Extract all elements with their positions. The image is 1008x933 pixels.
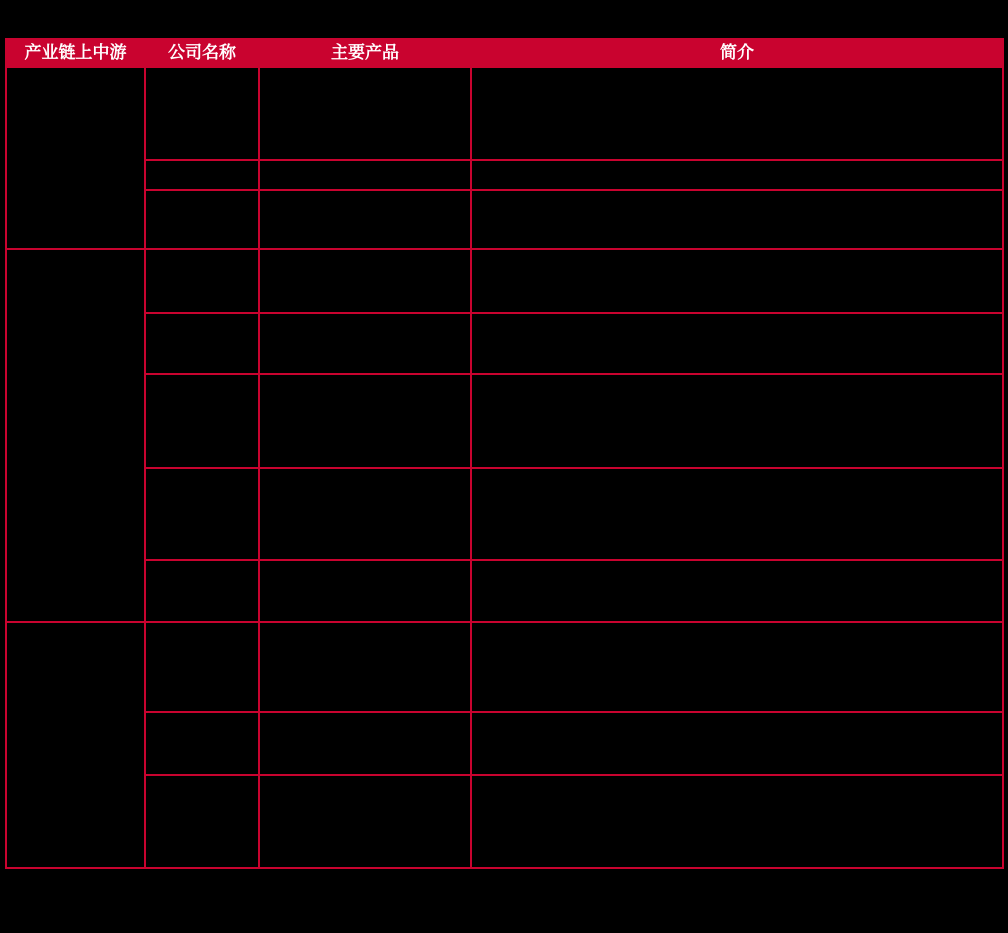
company-cell — [145, 712, 259, 775]
company-cell — [145, 190, 259, 249]
header-row — [6, 39, 1003, 67]
intro-cell — [471, 160, 1003, 190]
header-industry-chain: 产业链上中游 — [6, 39, 145, 67]
table-row — [6, 190, 1003, 249]
intro-cell — [471, 775, 1003, 868]
table-row — [6, 560, 1003, 622]
products-cell — [259, 468, 471, 560]
products-cell — [259, 249, 471, 313]
products-cell — [259, 313, 471, 374]
intro-cell — [471, 560, 1003, 622]
table-row — [6, 313, 1003, 374]
company-cell — [145, 775, 259, 868]
products-cell — [259, 160, 471, 190]
industry-chain-table — [5, 38, 1004, 869]
segment-cell — [6, 622, 145, 868]
company-cell — [145, 560, 259, 622]
header-company-name: 公司名称 — [145, 39, 259, 67]
table-row — [6, 67, 1003, 160]
intro-cell — [471, 190, 1003, 249]
intro-cell — [471, 313, 1003, 374]
intro-cell — [471, 712, 1003, 775]
intro-cell — [471, 468, 1003, 560]
products-cell — [259, 190, 471, 249]
intro-cell — [471, 249, 1003, 313]
header-main-products: 主要产品 — [259, 39, 471, 67]
products-cell — [259, 67, 471, 160]
segment-cell — [6, 249, 145, 622]
company-cell — [145, 468, 259, 560]
company-cell — [145, 160, 259, 190]
products-cell — [259, 622, 471, 712]
products-cell — [259, 712, 471, 775]
company-cell — [145, 622, 259, 712]
table-row — [6, 160, 1003, 190]
table-row — [6, 622, 1003, 712]
intro-cell — [471, 622, 1003, 712]
table-row — [6, 249, 1003, 313]
products-cell — [259, 374, 471, 468]
intro-cell — [471, 374, 1003, 468]
company-cell — [145, 374, 259, 468]
company-cell — [145, 249, 259, 313]
table-row — [6, 712, 1003, 775]
products-cell — [259, 775, 471, 868]
table-row — [6, 468, 1003, 560]
company-cell — [145, 67, 259, 160]
segment-cell — [6, 67, 145, 249]
products-cell — [259, 560, 471, 622]
table-row — [6, 374, 1003, 468]
company-cell — [145, 313, 259, 374]
table-row — [6, 775, 1003, 868]
intro-cell — [471, 67, 1003, 160]
header-introduction: 简介 — [471, 39, 1003, 67]
